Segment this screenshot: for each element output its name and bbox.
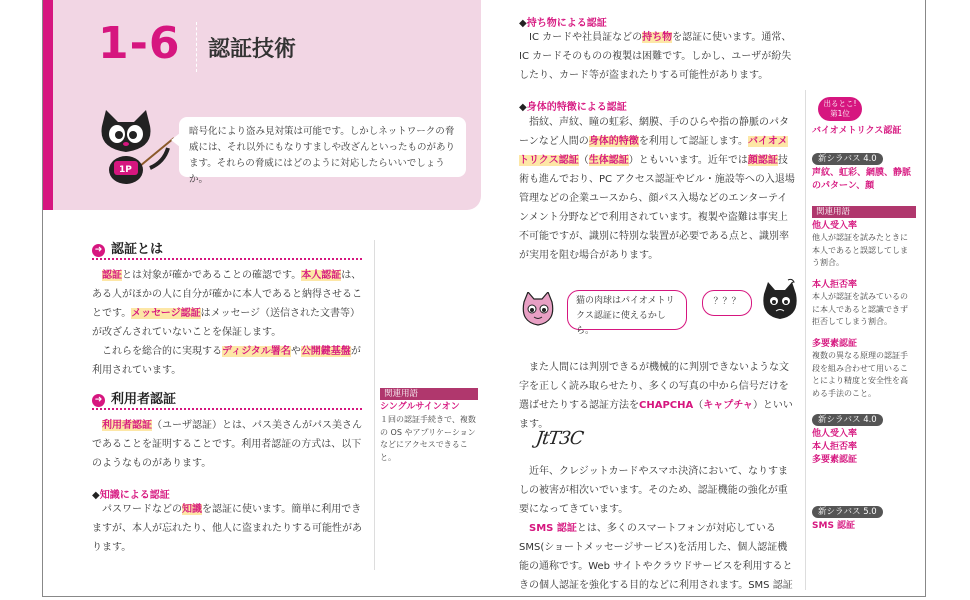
paragraph [519, 358, 796, 434]
sec2-paragraph [92, 416, 364, 473]
syllabus-terms [812, 428, 857, 467]
margin-divider [374, 240, 375, 570]
side-term: 多要素認証 [812, 339, 858, 349]
desc-line: の OS やアプリケーション [380, 427, 476, 437]
text-run: パスワードなどの [102, 504, 182, 515]
heading-underline [92, 408, 362, 410]
subheading-text: 身体的特徴による認証 [526, 102, 627, 113]
related-terms-tag: 関連用語 [812, 206, 916, 218]
term-highlight: 持ち物 [642, 32, 673, 43]
term-line: 本人拒否率 [812, 442, 858, 452]
arrow-right-icon: ➜ [92, 394, 105, 407]
paragraph [92, 500, 364, 557]
desc-line: などにアクセスできるこ [380, 440, 468, 449]
bubble-line: クス認証に使えるかしら。 [576, 311, 666, 336]
text-run: （ユーザ認証）とは、パス美さんがパス美さんであることを証明することです。利用者認証の方式は、以下のようなものがあります。 [92, 420, 362, 469]
subheading-biometric [519, 98, 627, 113]
bubble-line: 猫の肉球はパイオメトリ [576, 296, 675, 306]
subheading-text: 知識による認証 [99, 490, 170, 501]
text-run: ）ともいいます。近年では [628, 155, 748, 166]
sec1-paragraphs [92, 266, 364, 380]
subheading-knowledge [92, 486, 170, 501]
speech-bubble-black-cat: ？？？ [702, 290, 752, 316]
section-heading-text: 認証とは [111, 242, 164, 257]
intro-line: 威には、それ以外にもなりすましや改ざんといったものがあり [189, 142, 456, 153]
section-title: 認証技術 [208, 37, 297, 62]
sms-paragraphs [519, 462, 796, 595]
sub2-paragraph [519, 28, 796, 85]
margin-divider [805, 90, 806, 590]
text-run: （ [693, 400, 704, 411]
syllabus-term: SMS 認証 [812, 521, 856, 531]
term-highlight: キャプチャ [703, 400, 753, 411]
side-desc [380, 414, 480, 464]
cat-black-icon [760, 278, 800, 322]
desc-line: める手法のこと。 [812, 388, 876, 398]
text-run: IC カードや社員証などの [529, 32, 643, 43]
section-number: 1-6 [98, 18, 181, 69]
text-run: が利用されています。 [92, 346, 361, 376]
subheading-text: 持ち物による認証 [526, 18, 607, 29]
text-run: や [290, 346, 301, 357]
header-divider [196, 22, 197, 72]
section-heading-auth [92, 238, 163, 257]
paragraph [519, 519, 796, 595]
text-run: を認証に使います。簡単に利用できますが、本人が忘れたり、他人に盗まれたりする可能性があります。 [92, 504, 362, 553]
captcha-image: JtT3C [534, 428, 585, 449]
side-term: 他人受入率 [812, 221, 858, 231]
side-term: 本人拒否率 [812, 280, 858, 290]
term-highlight: 認証 [102, 270, 122, 281]
paragraph: 近年、クレジットカードやスマホ決済において、なりすましの被害が相次いでいます。そのため、認証機能の強化が重要になってきています。 [519, 466, 789, 515]
term-highlight: 知識 [182, 504, 202, 515]
speech-bubble-pink-cat [567, 290, 687, 336]
desc-line: 本人であると誤認してしま [812, 245, 908, 255]
badge-bottom: 第1位 [830, 109, 850, 118]
badge-top: 出るとこ! [823, 99, 857, 108]
term-line: 他人受入率 [812, 429, 858, 439]
text-run: とは対象が確かであることの確認です。 [122, 270, 302, 281]
desc-line: 複数の異なる原理の認証手 [812, 351, 908, 360]
paragraph [92, 416, 364, 473]
term-highlight: 利用者認証 [102, 420, 152, 431]
section-heading-user-auth [92, 388, 176, 407]
arrow-right-icon: ➜ [92, 244, 105, 257]
text-run: は、ある人がほかの人に自分が確かに本人であると納得させることです。 [92, 270, 362, 319]
text-run: とは、多くのスマートフォンが対応しているSMS(ショートメッセージサービス)を活用した、個人認証機能の通称です。Web サイトやクラウドサービスを利用するときの個人認証を強化する目的などに利用されます。SMS 認証 [519, 523, 793, 591]
text-run: これらを総合的に実現する [102, 346, 222, 357]
paragraph [92, 342, 364, 380]
heading-underline [92, 258, 362, 260]
term-highlight: 生体認証 [588, 155, 629, 166]
intro-bubble [179, 117, 466, 185]
desc-line: う割合。 [812, 258, 844, 267]
desc-line: に本人であると認識できず [812, 304, 908, 314]
paragraph [519, 28, 796, 85]
cat-mascot-icon [88, 108, 180, 188]
badge-term: バイオメトリクス認証 [812, 126, 902, 136]
section-heading-text: 利用者認証 [111, 392, 177, 407]
desc-line: とにより精度と安全性を高 [812, 376, 908, 385]
chapter-header-strip [43, 0, 53, 210]
intro-line: ます。それらの脅威にはどのように対応したらいいでしょうか。 [189, 158, 445, 185]
term-highlight: メッセージ認証 [131, 308, 201, 319]
syllabus-pill: 新シラバス 4.0 [812, 414, 883, 426]
rank-badge [818, 97, 862, 121]
term-highlight: 公開鍵基盤 [300, 346, 351, 357]
syllabus-terms [812, 167, 918, 193]
text-run: また人間には判別できるが機械的に判別できないような文字を正しく読み取らせたり、多くの写真の中から信号だけを選ばせたりする認証方法を [519, 362, 789, 411]
desc-line: 拒否してしまう割合。 [812, 317, 892, 326]
term-highlight: 顔認証 [747, 155, 778, 166]
cat-pink-icon [520, 292, 556, 328]
subheading-possession [519, 14, 607, 29]
desc-line: と。 [380, 452, 396, 462]
text-run: （ [578, 155, 589, 166]
term-highlight: 本人認証 [301, 270, 342, 281]
side-desc [812, 291, 922, 329]
text-run: ）といいます。 [519, 400, 793, 430]
term-line: 多要素認証 [812, 455, 858, 465]
term-highlight: ディジタル署名 [222, 346, 291, 357]
syllabus-pill: 新シラバス 4.0 [812, 153, 883, 165]
text-run: 技術も進んでおり、PC アクセス認証やビル・施設等への入退場管理などの企業ユースから、顔パス入場などのエンターテインメント分野などで利用されています。複製や盗難は事実上不可能ですが、識別に特別な装置が必要である点と、識別率が実用を阻む場合があります。 [519, 155, 795, 261]
term-highlight: バイオメトリクス認証 [519, 136, 788, 166]
desc-line: 段を組み合わせて用いるこ [812, 363, 908, 373]
sub3-paragraph [519, 113, 796, 265]
desc-line: 他人が認証を試みたときに [812, 233, 908, 242]
side-term: シングルサインオン [380, 402, 460, 412]
text-run: を利用して認証します。 [638, 136, 749, 147]
desc-line: 本人が認証を試みているの [812, 292, 908, 301]
diamond-icon: ◆ [519, 102, 527, 113]
term-line: のパターン、顔 [812, 181, 875, 191]
intro-line: 暗号化により盗み見対策は可能です。しかしネットワークの脅 [189, 126, 455, 137]
paragraph [92, 266, 364, 342]
text-run: はメッセージ（送信された文書等）が改ざんされていないことを保証します。 [92, 308, 361, 338]
side-desc [812, 350, 922, 400]
related-terms-tag: 関連用語 [380, 388, 478, 400]
diamond-icon: ◆ [92, 490, 100, 501]
captcha-paragraph [519, 358, 796, 434]
text-run: 指紋、声紋、瞳の虹彩、網膜、手のひらや指の静脈のパターンなど人間の [519, 117, 789, 147]
sub1-paragraph [92, 500, 364, 557]
term-line: 声紋、虹彩、網膜、静脈 [812, 168, 912, 178]
term-highlight: 身体的特徴 [588, 136, 639, 147]
mascot-badge: 1P [119, 165, 132, 175]
syllabus-pill: 新シラバス 5.0 [812, 506, 883, 518]
term-highlight: CHAPCHA [639, 400, 694, 411]
text-run: を認証に使います。通常、IC カードそのものの複製は困難です。しかし、ユーザが紛失したり、カード等が盗まれたりする可能性があります。 [519, 32, 792, 81]
diamond-icon: ◆ [519, 18, 527, 29]
term-highlight: SMS 認証 [529, 523, 577, 534]
desc-line: １回の認証手続きで、複数 [380, 415, 476, 424]
side-desc [812, 232, 922, 270]
paragraph [519, 113, 796, 265]
